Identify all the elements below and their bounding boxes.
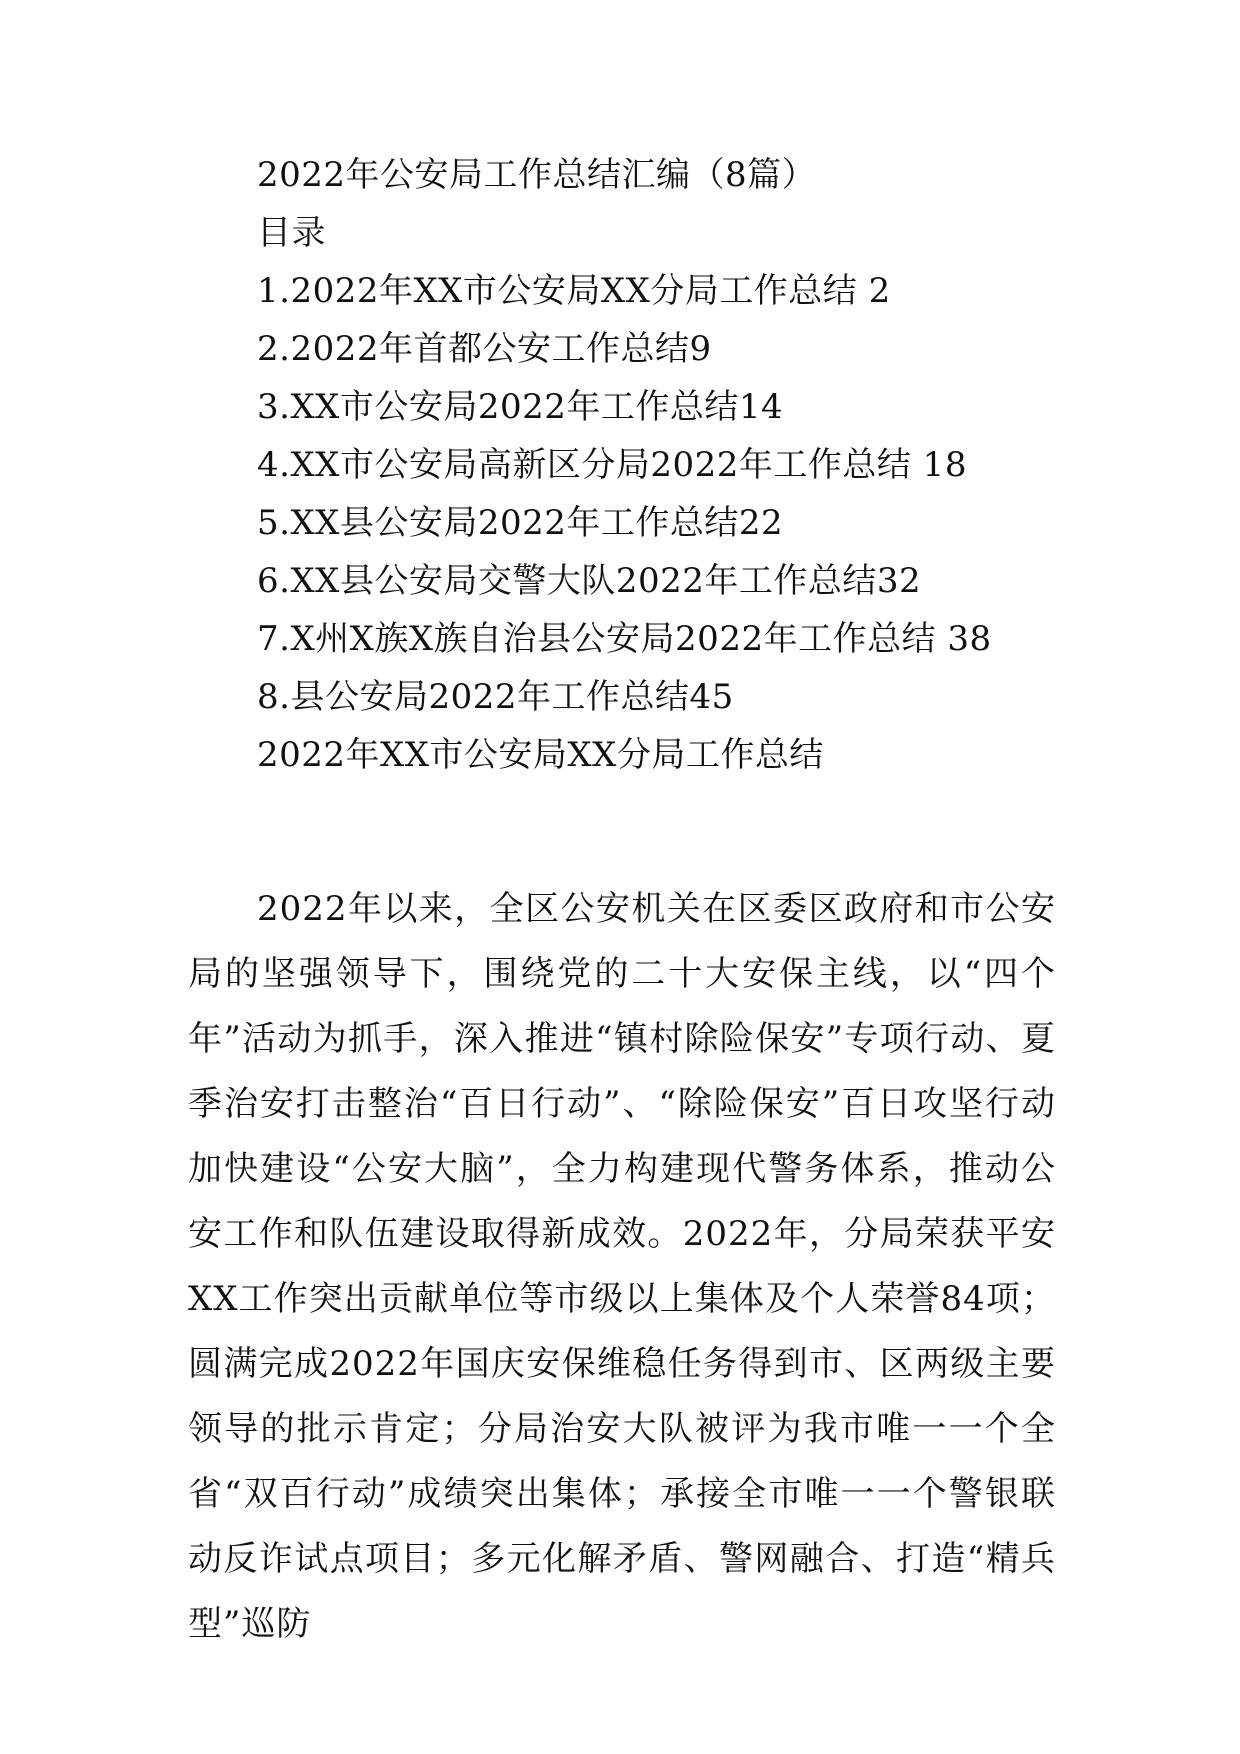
toc-item-3: 3.XX市公安局2022年工作总结14 <box>257 387 784 427</box>
toc-item-1: 1.2022年XX市公安局XX分局工作总结 2 <box>257 271 891 311</box>
toc-item-6: 6.XX县公安局交警大队2022年工作总结32 <box>257 561 922 601</box>
section-title: 2022年XX市公安局XX分局工作总结 <box>257 735 824 775</box>
body-paragraph: 2022年以来，全区公安机关在区委区政府和市公安局的坚强领导下，围绕党的二十大安保主线，以“四个年”活动为抓手，深入推进“镇村除险保安”专项行动、夏季治安打击整治“百日行动”、“除险保安”百日攻坚行动加快建设“公安大脑”，全力构建现代警务体系，推动公安工作和队伍建设取得新成效。2022年，分局荣获平安XX工作突出贡献单位等市级以上集体及个人荣誉84项；圆满完成2022年国庆安保维稳任务得到市、区两级主要领导的批示肯定；分局治安大队被评为我市唯一一个全省“双百行动”成绩突出集体；承接全市唯一一个警银联动反诈试点项目；多元化解矛盾、警网融合、打造“精兵型”巡防 <box>188 889 1056 1644</box>
toc-item-5: 5.XX县公安局2022年工作总结22 <box>257 503 784 543</box>
toc-item-8: 8.县公安局2022年工作总结45 <box>257 677 734 717</box>
toc-item-4: 4.XX市公安局高新区分局2022年工作总结 18 <box>257 445 967 485</box>
toc-item-2: 2.2022年首都公安工作总结9 <box>257 329 712 369</box>
toc-item-7: 7.X州X族X族自治县公安局2022年工作总结 38 <box>257 619 992 659</box>
toc-heading: 目录 <box>257 213 326 253</box>
document-title: 2022年公安局工作总结汇编（8篇） <box>257 155 817 195</box>
